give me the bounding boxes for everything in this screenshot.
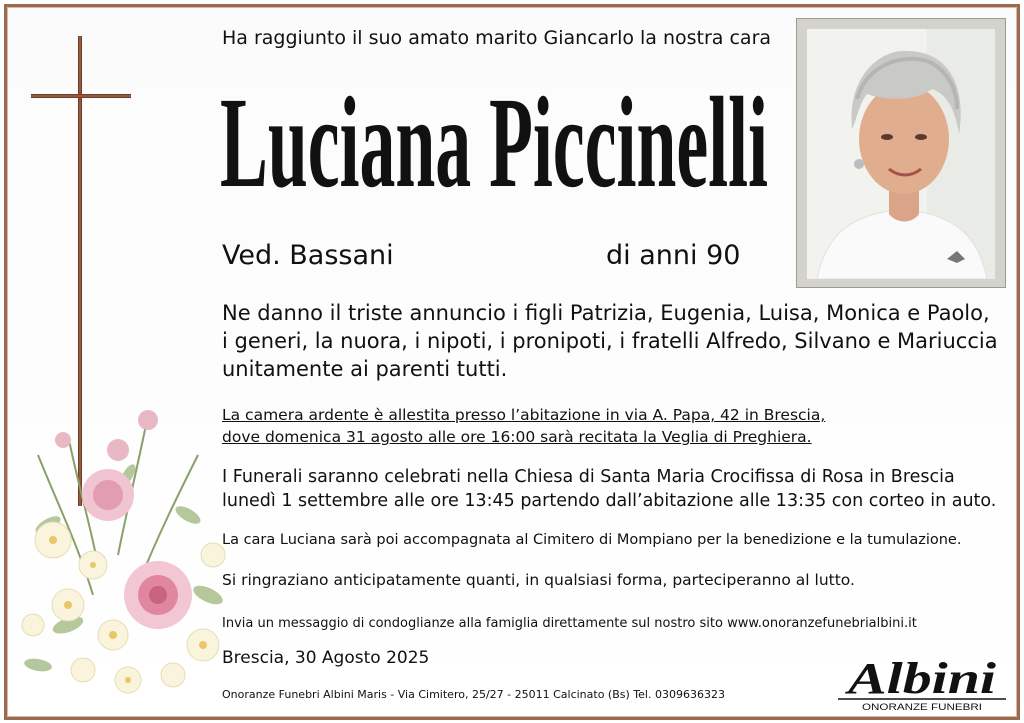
deceased-name [214,64,784,214]
thanks-text: Si ringraziano anticipatamente quanti, in qualsiasi forma, parteciperanno al lutto. [222,571,855,589]
announcement-line: Ne danno il triste annuncio i figli Patrizia, Eugenia, Luisa, Monica e Paolo, [222,301,990,325]
age-text: di anni 90 [606,240,741,271]
funeral-line: I Funerali saranno celebrati nella Chiesa di Santa Maria Crocifissa di Rosa in Brescia [222,467,955,487]
place-date: Brescia, 30 Agosto 2025 [222,648,430,668]
footer-address: Onoranze Funebri Albini Maris - Via Cimitero, 25/27 - 25011 Calcinato (Bs) Tel. 0309636323 [222,688,725,701]
brand-logo-name: Albini [844,655,998,703]
burial-text: La cara Luciana sarà poi accompagnata al Cimitero di Mompiano per la benedizione e la tumulazione. [222,532,962,548]
portrait-frame [796,18,1006,288]
funeral-line: lunedì 1 settembre alle ore 13:45 partendo dall’abitazione alle 13:35 con corteo in auto. [222,491,997,511]
brand-logo-sub: ONORANZE FUNEBRI [862,702,982,712]
viewing-line: dove domenica 31 agosto alle ore 16:00 sarà recitata la Veglia di Preghiera. [222,428,812,446]
announcement-line: unitamente ai parenti tutti. [222,357,508,381]
deceased-name-text: Luciana Piccinelli [220,71,768,215]
brand-logo [832,655,1012,713]
announcement-paragraph [222,299,1002,383]
portrait-photo [807,29,995,279]
widow-title: Ved. Bassani [222,240,394,271]
announcement-line: i generi, la nuora, i nipoti, i pronipoti, i fratelli Alfredo, Silvano e Mariuccia [222,329,998,353]
intro-text: Ha raggiunto il suo amato marito Giancarlo la nostra cara [222,27,772,49]
viewing-line: La camera ardente è allestita presso l’abitazione in via A. Papa, 42 in Brescia, [222,406,826,424]
condolences-text: Invia un messaggio di condoglianze alla famiglia direttamente sul nostro sito www.onoranzefunebrialbini.it [222,616,917,631]
flower-bouquet-icon [8,395,258,713]
funeral-paragraph [222,465,996,513]
cross-bar [31,94,131,98]
viewing-paragraph [222,404,825,448]
